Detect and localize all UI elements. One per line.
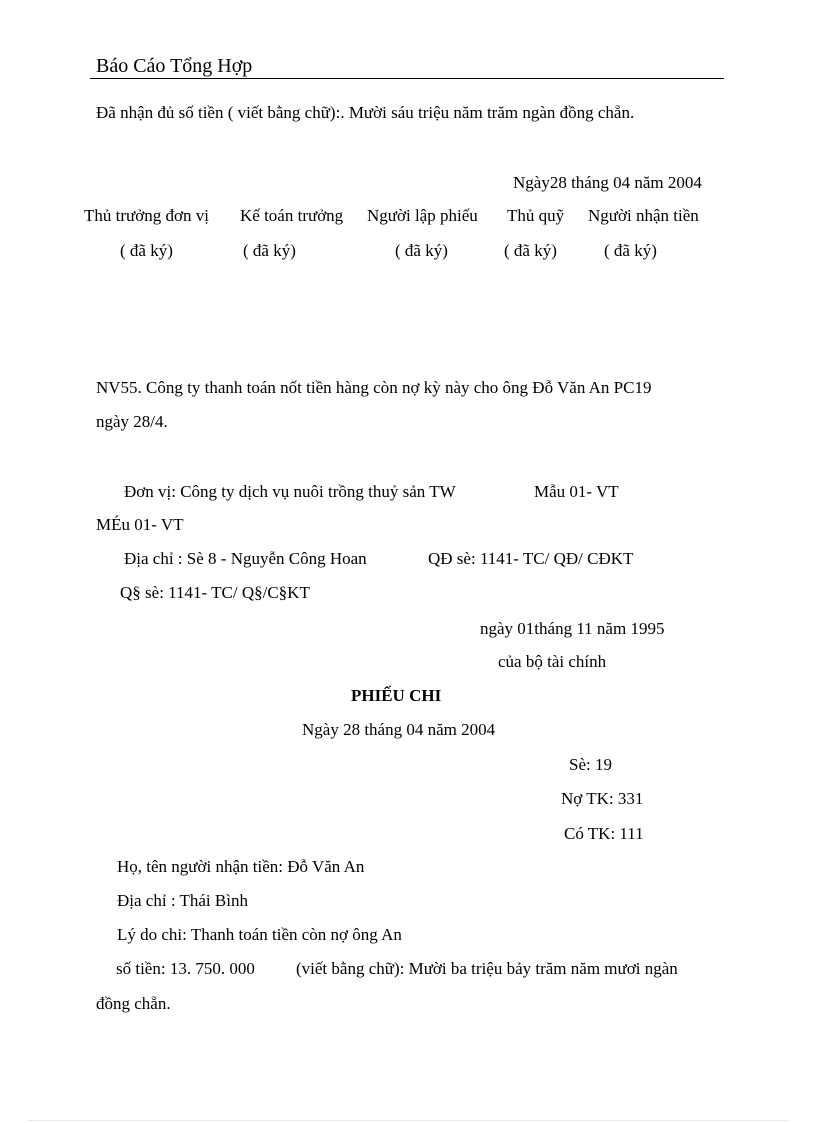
voucher-decision-date: ngày 01tháng 11 năm 1995 [480,619,665,638]
signature-status-treasurer: ( đã ký) [504,241,557,260]
voucher-debit-account: Nợ TK: 331 [561,789,644,808]
voucher-amount-words-continued: đồng chẵn. [96,994,171,1013]
page-header-title: Báo Cáo Tổng Hợp [96,55,253,77]
signature-status-director: ( đã ký) [120,241,173,260]
signature-role-recipient: Người nhận tiền [588,206,699,225]
voucher-ministry: của bộ tài chính [498,652,607,671]
page-bottom-edge [28,1120,788,1121]
voucher-unit: Đơn vị: Công ty dịch vụ nuôi trồng thuỷ sản TW [124,482,456,501]
transaction-date: ngày 28/4. [96,412,168,431]
voucher-form-code-garbled: MÉu 01- VT [96,515,184,534]
voucher-recipient: Họ, tên người nhận tiền: Đỗ Văn An [117,857,365,876]
signature-status-chief-accountant: ( đã ký) [243,241,296,260]
signature-role-treasurer: Thủ quỹ [507,206,565,225]
voucher-amount-words: (viết bằng chữ): Mười ba triệu bảy trăm năm mươi ngàn [296,959,678,978]
voucher-amount-figures: số tiền: 13. 750. 000 [116,959,255,978]
voucher-number: Sè: 19 [569,755,612,774]
signature-role-preparer: Người lập phiếu [367,206,478,225]
signature-role-director: Thủ trưởng đơn vị [84,206,209,225]
received-amount-words: Đã nhận đủ số tiền ( viết bằng chữ):. Mười sáu triệu năm trăm ngàn đồng chẵn. [96,103,635,122]
transaction-description: NV55. Công ty thanh toán nốt tiền hàng còn nợ kỳ này cho ông Đỗ Văn An PC19 [96,378,652,397]
signature-date-line: Ngày28 tháng 04 năm 2004 [513,173,702,192]
voucher-date: Ngày 28 tháng 04 năm 2004 [302,720,496,739]
voucher-decision: QĐ sè: 1141- TC/ QĐ/ CĐKT [428,549,634,568]
voucher-title: PHIẾU CHI [351,686,442,705]
signature-status-preparer: ( đã ký) [395,241,448,260]
signature-status-recipient: ( đã ký) [604,241,657,260]
voucher-credit-account: Có TK: 111 [564,824,644,843]
signature-role-chief-accountant: Kế toán trưởng [240,206,344,225]
voucher-form-code: Mẫu 01- VT [534,482,619,501]
voucher-reason: Lý do chi: Thanh toán tiền còn nợ ông An [117,925,402,944]
voucher-address: Địa chỉ : Sè 8 - Nguyễn Công Hoan [124,549,367,568]
voucher-recipient-address: Địa chỉ : Thái Bình [117,891,248,910]
voucher-decision-garbled: Q§ sè: 1141- TC/ Q§/C§KT [120,583,310,602]
header-divider [90,78,724,79]
